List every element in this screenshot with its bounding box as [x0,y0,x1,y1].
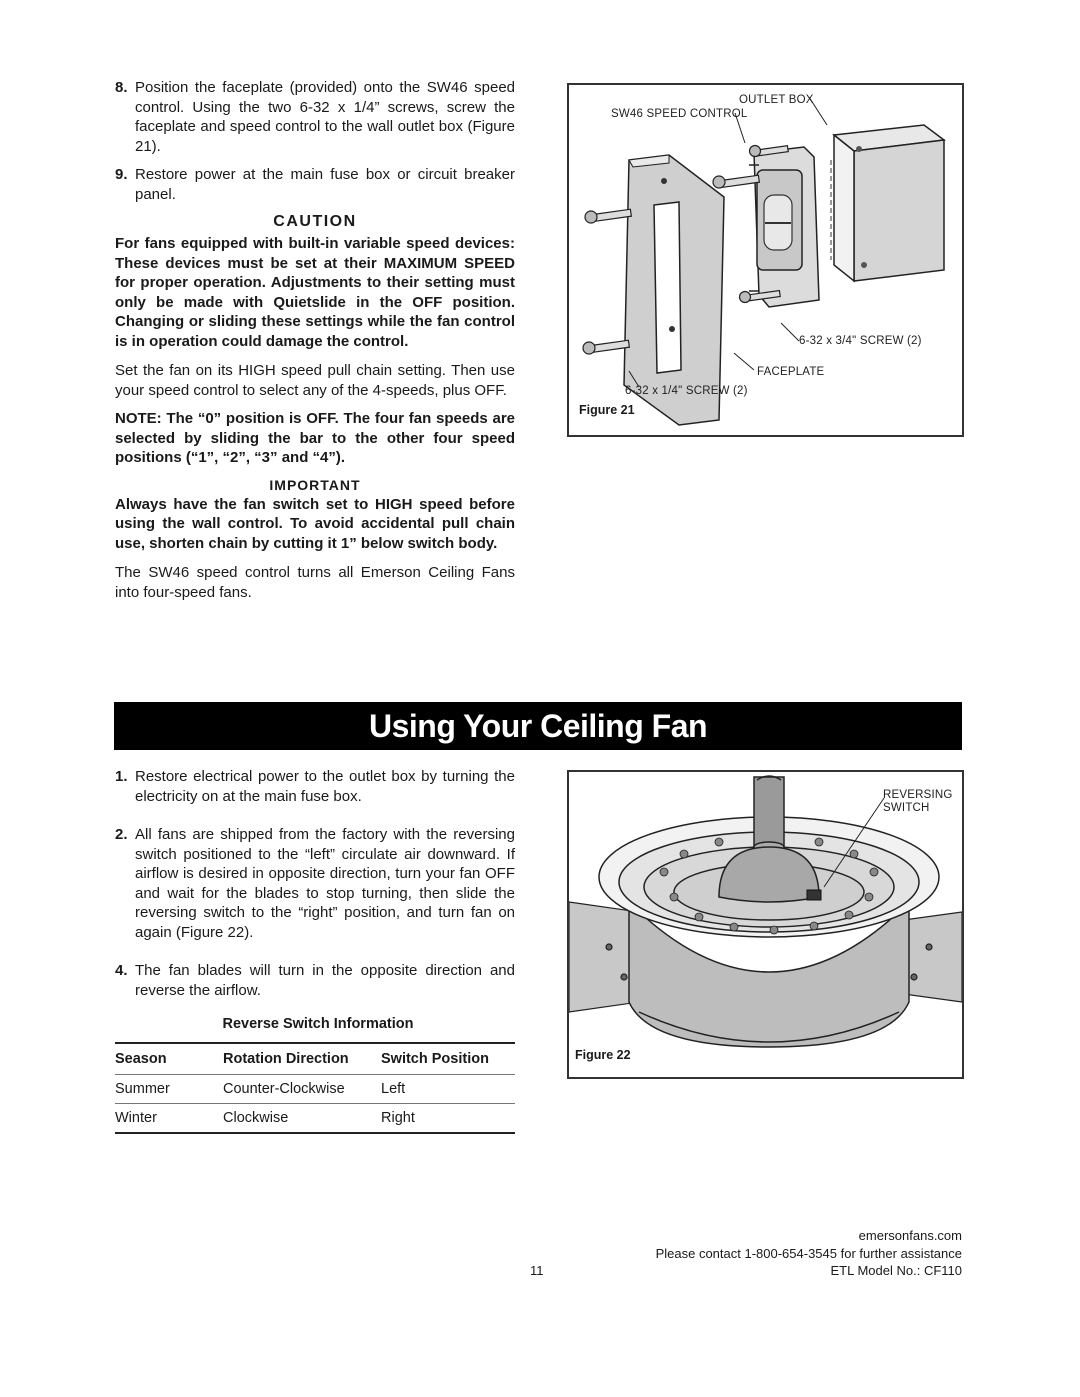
table-header-row [115,1043,515,1075]
step-text: The fan blades will turn in the opposite direction and reverse the airflow. [135,962,515,999]
bottom-left-column [115,767,515,1134]
cell-switch: Left [381,1081,406,1097]
step-text: Position the faceplate (provided) onto the SW46 speed control. Using the two 6-32 x 1/4” screws, screw the faceplate and speed control to the wall outlet box (Figure 21). [135,79,515,155]
step-9 [115,165,515,204]
footer-website: emersonfans.com [858,1228,962,1243]
page-number: 11 [530,1263,544,1278]
step-number: 2. [115,826,128,843]
sw46-text: The SW46 speed control turns all Emerson Ceiling Fans into four-speed fans. [115,564,515,601]
label-switch: SWITCH [883,802,930,814]
step-1 [115,767,515,806]
caution-text: For fans equipped with built-in variable speed devices: These devices must be set at their MAXIMUM SPEED for proper operation. Adjustments to their setting must only be made with Quietslide in the OFF position. Changing or sliding these settings while the fan control is in operation could damage the control. [115,235,515,350]
section-banner-title: Using Your Ceiling Fan [114,702,962,750]
table-title [115,1016,515,1043]
header-switch-position: Switch Position [381,1051,489,1067]
table-row [115,1075,515,1104]
table-title-text: Reverse Switch Information [222,1016,414,1032]
label-reversing: REVERSING [883,789,953,801]
label-speed-control: SW46 SPEED CONTROL [611,108,748,120]
footer-model: ETL Model No.: CF110 [830,1263,962,1278]
cell-switch: Right [381,1110,415,1126]
reverse-switch-table [115,1016,515,1134]
figure-21-caption: Figure 21 [579,403,635,417]
fan-motor-illustration [569,772,962,1077]
cell-season: Winter [115,1110,157,1126]
header-rotation: Rotation Direction [223,1051,349,1067]
footer-contact: Please contact 1-800-654-3545 for further assistance [655,1246,962,1261]
header-season: Season [115,1051,167,1067]
step-8 [115,78,515,156]
faceplate-speed-control-illustration [569,85,962,435]
speed-control-drawing [749,147,819,307]
important-text: Always have the fan switch set to HIGH speed before using the wall control. To avoid accidental pull chain use, shorten chain by cutting it 1” below switch body. [115,495,515,552]
top-left-column [115,78,515,602]
table-row [115,1104,515,1134]
step-number: 8. [115,79,128,96]
step-text: All fans are shipped from the factory with the reversing switch positioned to the “left” circulate air downward. If airflow is desired in opposite direction, turn your fan OFF and wait for the blades to stop turning, then slide the reversing switch to the “right” position, and turn fan on again (Figure 22). [135,826,515,941]
cell-rotation: Clockwise [223,1110,289,1126]
step-text: Restore electrical power to the outlet box by turning the electricity on at the main fuse box. [135,768,515,805]
step-number: 4. [115,962,128,979]
step-number: 9. [115,166,128,183]
label-faceplate: FACEPLATE [757,366,825,378]
cell-rotation: Counter-Clockwise [223,1081,345,1097]
reversing-switch-drawing [807,890,821,900]
label-screw-14: 6-32 x 1/4" SCREW (2) [625,385,748,397]
figure-22-caption: Figure 22 [575,1048,631,1062]
label-screw-34: 6-32 x 3/4" SCREW (2) [799,335,922,347]
step-text: Restore power at the main fuse box or circuit breaker panel. [135,166,515,203]
figure-21 [567,83,964,437]
figure-22 [567,770,964,1079]
outlet-box-drawing [831,125,944,281]
cell-season: Summer [115,1081,170,1097]
step-number: 1. [115,768,128,785]
note-text: NOTE: The “0” position is OFF. The four fan speeds are selected by sliding the bar to the other four speed positions (“1”, “2”, “3” and “4”). [115,410,515,466]
caution-heading: CAUTION [273,213,357,230]
set-fan-text: Set the fan on its HIGH speed pull chain setting. Then use your speed control to select any of the 4-speeds, plus OFF. [115,362,515,399]
step-4 [115,961,515,1000]
label-outlet-box: OUTLET BOX [739,94,814,106]
reverse-switch-table-wrap [115,1016,515,1134]
step-2 [115,825,515,942]
important-heading: IMPORTANT [269,476,361,493]
